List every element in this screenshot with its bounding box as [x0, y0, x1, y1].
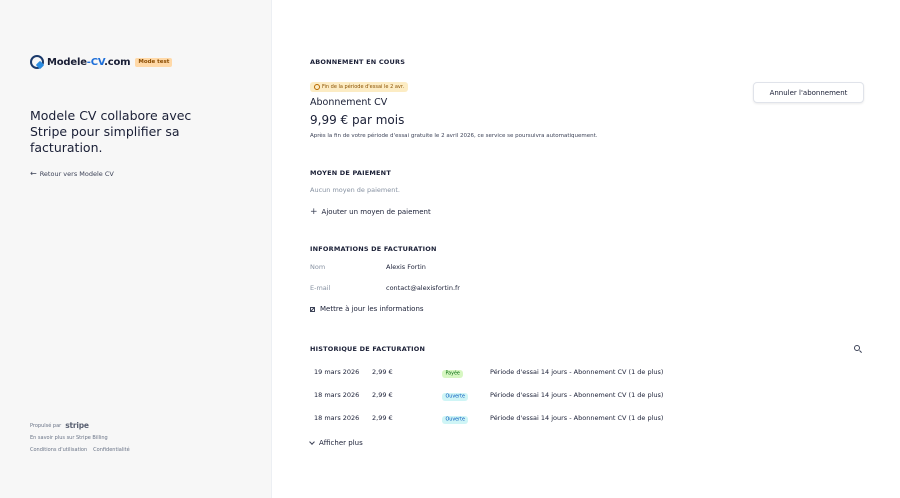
footer	[30, 421, 130, 453]
trial-end-label: Fin de la période d'essai le 2 avr.	[322, 84, 405, 90]
name-label: Nom	[310, 263, 326, 271]
add-payment-label: Ajouter un moyen de paiement	[321, 208, 431, 216]
billing-name-row	[310, 263, 426, 271]
stripe-logo[interactable]: stripe	[65, 421, 89, 430]
subscription-price: 9,99 € par mois	[310, 113, 405, 127]
invoice-row[interactable]	[314, 388, 663, 402]
invoice-description: Période d'essai 14 jours - Abonnement CV (1 de plus)	[490, 368, 664, 376]
billing-info-section-title: INFORMATIONS DE FACTURATION	[310, 245, 437, 253]
back-link-label: Retour vers Modele CV	[39, 169, 114, 178]
trial-end-badge	[310, 82, 408, 92]
terms-link[interactable]: Conditions d'utilisation	[30, 447, 88, 453]
merchant-panel	[0, 0, 272, 498]
clock-icon	[314, 84, 320, 90]
show-more-label: Afficher plus	[319, 439, 363, 447]
edit-icon	[310, 307, 315, 312]
chevron-down-icon	[309, 439, 315, 445]
email-value: contact@alexisfortin.fr	[386, 284, 460, 292]
invoice-row[interactable]	[314, 365, 663, 379]
update-info-link[interactable]	[310, 305, 424, 313]
learn-more-link[interactable]: En savoir plus sur Stripe Billing	[30, 435, 108, 441]
billing-email-row	[310, 284, 460, 292]
invoice-row[interactable]	[314, 411, 663, 425]
invoice-date: 18 mars 2026	[314, 414, 360, 422]
merchant-logo	[30, 55, 172, 69]
arrow-left-icon: ←	[30, 169, 37, 178]
status-badge: Ouverte	[442, 393, 468, 401]
invoice-description: Période d'essai 14 jours - Abonnement CV (1 de plus)	[490, 414, 664, 422]
test-mode-badge: Mode test	[135, 58, 172, 67]
update-info-label: Mettre à jour les informations	[320, 305, 424, 313]
search-icon[interactable]	[854, 345, 860, 351]
subscription-note: Après la fin de votre période d'essai gratuite le 2 avril 2026, ce service se poursuivra automatiquement.	[310, 133, 598, 139]
merchant-headline: Modele CV collabore avec Stripe pour simplifier sa facturation.	[30, 108, 192, 155]
cancel-subscription-button[interactable]: Annuler l'abonnement	[753, 82, 864, 103]
invoice-date: 18 mars 2026	[314, 391, 360, 399]
invoice-description: Période d'essai 14 jours - Abonnement CV (1 de plus)	[490, 391, 664, 399]
privacy-link[interactable]: Confidentialité	[93, 447, 130, 453]
status-badge: Ouverte	[442, 416, 468, 424]
brand-name: Modele-CV.com	[47, 56, 131, 68]
subscription-section-title: ABONNEMENT EN COURS	[310, 58, 406, 66]
invoice-date: 19 mars 2026	[314, 368, 360, 376]
add-payment-method-link[interactable]	[310, 207, 431, 217]
name-value: Alexis Fortin	[386, 263, 426, 271]
plus-icon: +	[310, 207, 318, 217]
logo-icon	[30, 55, 44, 69]
powered-by	[30, 421, 130, 430]
no-payment-method-text: Aucun moyen de paiement.	[310, 186, 400, 194]
powered-by-label: Propulsé par	[30, 422, 62, 429]
invoice-amount: 2,99 €	[372, 414, 393, 422]
subscription-name: Abonnement CV	[310, 97, 388, 108]
back-link[interactable]	[30, 169, 114, 178]
invoice-amount: 2,99 €	[372, 391, 393, 399]
email-label: E-mail	[310, 284, 331, 292]
billing-history-section-title: HISTORIQUE DE FACTURATION	[310, 345, 426, 353]
status-badge: Payée	[442, 370, 463, 378]
payment-section-title: MOYEN DE PAIEMENT	[310, 169, 391, 177]
show-more-button[interactable]	[310, 439, 363, 447]
invoice-amount: 2,99 €	[372, 368, 393, 376]
customer-portal-main	[310, 0, 870, 498]
